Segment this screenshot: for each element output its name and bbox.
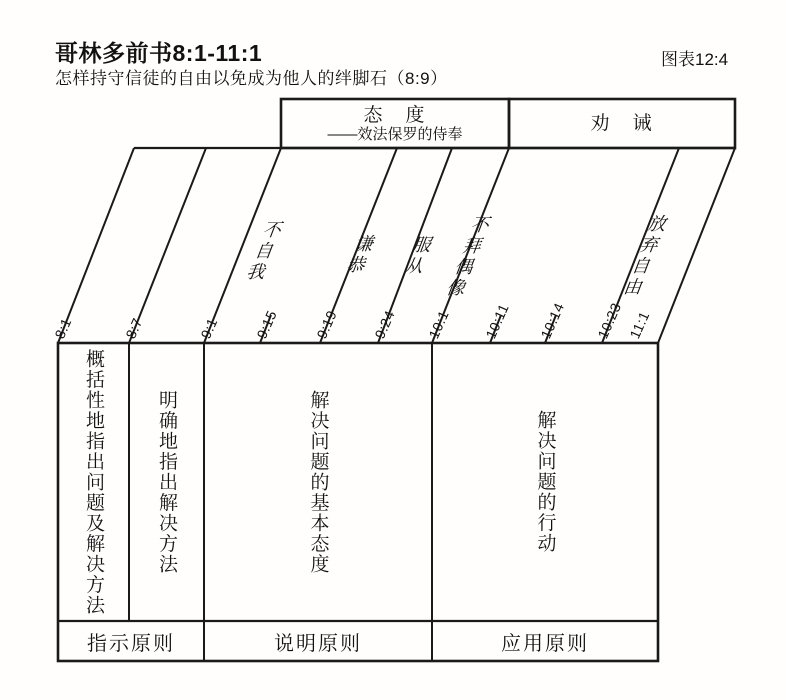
page-title: 哥林多前书8:1-11:1: [55, 40, 263, 66]
verse-label-10-1: 10:1: [425, 307, 452, 341]
topic-label-give-up-freedom: 放弃自由: [618, 214, 671, 298]
principle-cell-explanation: 说明原则: [274, 632, 362, 655]
figure-label: 图表12:4: [661, 50, 729, 69]
verse-label-10-23: 10:23: [594, 300, 625, 341]
body-column-4: 解决问题的行动: [534, 410, 556, 554]
verse-label-9-24: 9:24: [371, 307, 398, 341]
verse-label-9-1: 9:1: [197, 315, 221, 341]
exhortation-header: [509, 99, 735, 148]
page-subtitle: 怎样持守信徒的自由以免成为他人的绊脚石（8:9）: [55, 69, 448, 88]
topic-label-no-self: 不自我: [241, 220, 286, 283]
verse-label-9-19: 9:19: [313, 307, 340, 341]
verse-label-8-1: 8:1: [51, 315, 75, 341]
topic-label-no-idolatry: 不拜偶像: [441, 215, 494, 299]
principle-cell-direction: 指示原则: [87, 632, 175, 655]
body-column-1: 概括性地指出问题及解决方法: [83, 348, 104, 616]
attitude-title: 态 度: [363, 104, 427, 126]
verse-label-10-14: 10:14: [537, 300, 568, 341]
verse-label-9-15: 9:15: [253, 307, 280, 341]
attitude-header: [281, 99, 509, 148]
attitude-subtitle: ——效法保罗的侍奉: [327, 125, 463, 143]
verse-label-10-11: 10:11: [482, 301, 512, 341]
exhortation-title: 劝 诫: [590, 113, 654, 134]
body-column-3: 解决问题的基本态度: [307, 389, 329, 575]
topic-label-submission: 服从: [399, 235, 436, 277]
body-column-2: 明确地指出解决方法: [156, 389, 177, 575]
principle-cell-application: 应用原则: [501, 632, 589, 655]
verse-label-11-1: 11:1: [626, 308, 653, 341]
topic-label-humility: 谦恭: [341, 234, 378, 276]
verse-label-8-7: 8:7: [122, 315, 146, 341]
